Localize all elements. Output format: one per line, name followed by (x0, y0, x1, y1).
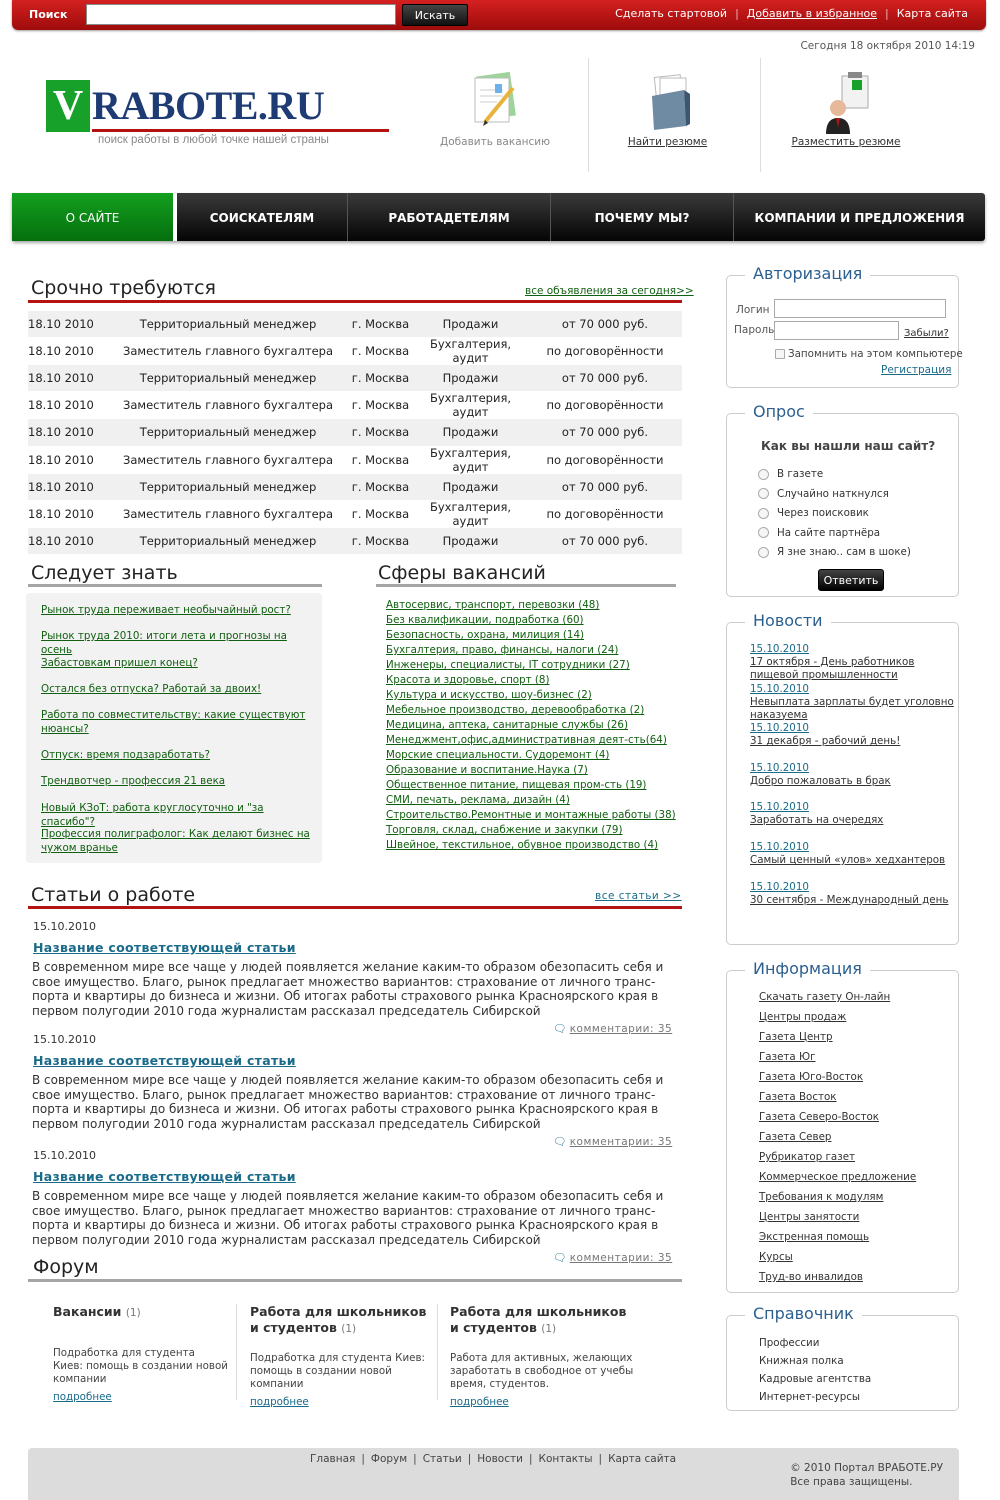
poll-box (726, 402, 959, 597)
footer-link[interactable]: Форум (370, 1453, 408, 1465)
job-date: 18.10 2010 (28, 311, 108, 337)
job-sector: Бухгалтерия, аудит (429, 499, 512, 528)
sphere-link[interactable]: Культура и искусство, шоу-бизнес (2) (386, 689, 592, 701)
job-salary: от 70 000 руб. (528, 528, 682, 554)
header-divider (588, 58, 589, 172)
job-salary: по договорённости (546, 506, 664, 521)
know-link[interactable]: Рынок труда переживает необычайный рост? (41, 604, 291, 616)
know-link[interactable]: Остался без отпуска? Работай за двоих! (41, 683, 262, 695)
sphere-link[interactable]: Медицина, аптека, санитарные службы (26) (386, 719, 628, 731)
job-row[interactable] (28, 446, 682, 474)
know-link[interactable]: Работа по совместительству: какие существуют нюансы? (41, 709, 306, 735)
article-comments[interactable]: 🗨 комментарии: 35 (553, 1252, 673, 1264)
info-link[interactable]: Газета Восток (759, 1091, 837, 1103)
know-link[interactable]: Рынок труда 2010: итоги лета и прогнозы на осень (41, 630, 287, 656)
forum-more-link[interactable]: подробнее (53, 1391, 112, 1403)
forum-more-link[interactable]: подробнее (250, 1396, 309, 1408)
article-title[interactable]: Название соответствующей статьи (33, 1169, 296, 1184)
job-salary: по договорённости (546, 398, 664, 413)
info-link[interactable]: Рубрикатор газет (759, 1151, 856, 1163)
info-link[interactable]: Центры продаж (759, 1011, 847, 1023)
forum-column-title[interactable]: Вакансии (1) (53, 1304, 141, 1319)
urgent-table (28, 311, 682, 554)
know-box (26, 593, 322, 863)
logo[interactable] (46, 80, 366, 150)
sphere-link[interactable]: Менеджмент,офис,административная деят-сть(64) (386, 734, 667, 746)
forum-column (250, 1304, 430, 1408)
remember-row[interactable]: Запомнить на этом компьютере (775, 348, 963, 360)
poll-radio[interactable] (758, 547, 769, 558)
poll-option[interactable] (758, 507, 869, 519)
article-date: 15.10.2010 (33, 920, 96, 933)
sphere-link[interactable]: Общественное питание, пищевая пром-сть (19) (386, 779, 647, 791)
poll-title: Опрос (745, 402, 813, 421)
poll-option-label: На сайте партнёра (777, 526, 881, 539)
news-date[interactable]: 15.10.2010 (750, 801, 809, 814)
register-link[interactable]: Регистрация (881, 364, 952, 376)
poll-radio[interactable] (758, 488, 769, 499)
job-title[interactable]: Территориальный менеджер (108, 419, 348, 445)
job-city: г. Москва (348, 311, 413, 337)
news-headline[interactable]: 30 сентября - Международный день (750, 893, 949, 906)
remember-checkbox[interactable] (775, 349, 785, 359)
job-salary: по договорённости (546, 344, 664, 359)
info-link[interactable]: Экстренная помощь (759, 1231, 870, 1243)
job-salary: от 70 000 руб. (528, 474, 682, 500)
info-link[interactable]: Газета Юго-Восток (759, 1071, 864, 1083)
know-link[interactable]: Профессия полиграфолог: Как делают бизнес на чужом вранье (41, 828, 310, 854)
job-sector: Продажи (413, 528, 528, 554)
job-sector: Бухгалтерия, аудит (429, 445, 512, 474)
find-resume-action[interactable] (615, 60, 720, 148)
poll-radio[interactable] (758, 469, 769, 480)
info-link[interactable]: Газета Северо-Восток (759, 1111, 880, 1123)
sphere-link[interactable]: Автосервис, транспорт, перевозки (48) (386, 599, 600, 611)
job-date: 18.10 2010 (28, 528, 108, 554)
footer-link[interactable]: Новости (477, 1453, 523, 1465)
sphere-link[interactable]: Безопасность, охрана, милиция (14) (386, 629, 585, 641)
know-link[interactable]: Забастовкам пришел конец? (41, 657, 198, 669)
footer-link[interactable]: Контакты (538, 1453, 593, 1465)
find-resume-label[interactable]: Найти резюме (627, 136, 708, 148)
info-link[interactable]: Скачать газету Он-лайн (759, 991, 891, 1003)
job-city: г. Москва (348, 419, 413, 445)
poll-question: Как вы нашли наш сайт? (761, 439, 936, 453)
footer-links: Главная | Форум | Статьи | Новости | Контакты | Карта сайта (310, 1453, 677, 1465)
job-date: 18.10 2010 (28, 452, 94, 467)
copyright: © 2010 Портал ВРАБОТЕ.РУ Все права защищены. (790, 1462, 943, 1488)
search-input[interactable] (86, 4, 396, 25)
forum-column-text: Подработка для студента Киев: помощь в создании новой компании (53, 1347, 228, 1385)
reference-link[interactable]: Профессии (759, 1337, 820, 1349)
current-date: Сегодня 18 октября 2010 14:19 (800, 40, 975, 52)
job-date: 18.10 2010 (28, 365, 108, 391)
info-link[interactable]: Труд-во инвалидов (759, 1271, 863, 1283)
all-articles-link[interactable]: все статьи >> (595, 890, 682, 902)
comment-icon: 🗨 (553, 1136, 567, 1148)
make-homepage-link[interactable]: Сделать стартовой (615, 7, 728, 20)
sphere-link[interactable]: Красота и здоровье, спорт (8) (386, 674, 550, 686)
job-row[interactable] (28, 337, 682, 365)
logo-text: RABOTE.RU (92, 83, 325, 128)
footer-link[interactable]: Статьи (422, 1453, 462, 1465)
forgot-link[interactable]: Забыли? (904, 328, 949, 339)
nav-employers[interactable]: РАБОТАДЕТЕЛЯМ (388, 211, 510, 225)
job-salary: от 70 000 руб. (528, 365, 682, 391)
know-link[interactable]: Трендвотчер - профессия 21 века (41, 775, 226, 787)
sphere-link[interactable]: Торговля, склад, снабжение и закупки (79) (386, 824, 623, 836)
job-city: г. Москва (351, 452, 410, 467)
forum-column (450, 1304, 635, 1408)
poll-option[interactable] (758, 488, 889, 500)
news-title: Новости (745, 611, 831, 630)
logo-tagline: поиск работы в любой точке нашей страны (98, 134, 329, 146)
job-date: 18.10 2010 (28, 506, 94, 521)
document-pencil-icon (465, 60, 525, 136)
news-headline[interactable]: Добро пожаловать в брак (750, 774, 891, 787)
job-title[interactable]: Территориальный менеджер (108, 528, 348, 554)
job-sector: Бухгалтерия, аудит (429, 391, 512, 420)
job-row[interactable] (28, 391, 682, 419)
poll-option[interactable] (758, 527, 880, 539)
comment-icon: 🗨 (553, 1252, 567, 1264)
add-favorites-link[interactable]: Добавить в избранное (746, 7, 878, 20)
job-city: г. Москва (351, 344, 410, 359)
auth-box (726, 264, 963, 388)
auth-title: Авторизация (745, 264, 870, 283)
job-salary: от 70 000 руб. (528, 419, 682, 445)
news-headline[interactable]: Заработать на очередях (750, 814, 884, 827)
article-comments[interactable]: 🗨 комментарии: 35 (553, 1136, 673, 1148)
sitemap-link[interactable]: Карта сайта (896, 7, 968, 20)
job-city: г. Москва (351, 398, 410, 413)
job-date: 18.10 2010 (28, 344, 94, 359)
job-city: г. Москва (351, 506, 410, 521)
add-vacancy-action[interactable] (440, 60, 550, 148)
poll-submit-button[interactable]: Ответить (818, 569, 884, 591)
job-row[interactable] (28, 311, 682, 337)
article-text: В современном мире все чаще у людей появляется желание каким-то образом обезопасить себя и свое имущество. Благо, рынок предлагает множество вариантов: страхование от личного транс-порта и квартиры до бизнеса и жизни. Об итогах работы страхового рынка Красноярского края в первом полугодии 2010 года журналистам рассказал председатель Сибирской (32, 1073, 664, 1131)
news-headline[interactable]: 31 декабря - рабочий день! (750, 735, 901, 748)
post-resume-action[interactable] (790, 60, 902, 148)
job-sector: Продажи (413, 474, 528, 500)
reference-box (726, 1304, 959, 1411)
job-city: г. Москва (348, 528, 413, 554)
article-comments[interactable]: 🗨 комментарии: 35 (553, 1023, 673, 1035)
comment-icon: 🗨 (553, 1023, 567, 1035)
urgent-underline (28, 300, 682, 303)
main-nav (12, 193, 985, 241)
forum-column-title[interactable]: Работа для школьников и студентов (1) (450, 1304, 627, 1335)
news-item[interactable] (750, 722, 958, 748)
news-item[interactable] (750, 841, 958, 867)
news-date[interactable]: 15.10.2010 (750, 880, 809, 893)
article-text: В современном мире все чаще у людей появляется желание каким-то образом обезопасить себя и свое имущество. Благо, рынок предлагает множество вариантов: страхование от личного транс-порта и квартиры до бизнеса и жизни. Об итогах работы страхового рынка Красноярского края в первом полугодии 2010 года журналистам рассказал председатель Сибирской (32, 1189, 664, 1247)
nav-job-seekers[interactable]: СОИСКАТЕЛЯМ (209, 211, 315, 225)
add-vacancy-label: Добавить вакансию (440, 136, 550, 148)
forum-title: Форум (33, 1256, 99, 1278)
info-link[interactable]: Газета Юг (759, 1051, 816, 1063)
news-date[interactable]: 15.10.2010 (750, 722, 809, 735)
sphere-link[interactable]: Бухгалтерия, право, финансы, налоги (24) (386, 644, 619, 656)
job-title[interactable]: Заместитель главного бухгалтера (123, 452, 333, 467)
reference-title: Справочник (745, 1304, 862, 1323)
job-sector: Продажи (413, 419, 528, 445)
job-row[interactable] (28, 365, 682, 391)
sphere-link[interactable]: Инженеры, специалисты, IT сотрудники (27) (386, 659, 630, 671)
news-item[interactable] (750, 801, 958, 827)
job-salary: от 70 000 руб. (528, 311, 682, 337)
job-date: 18.10 2010 (28, 419, 108, 445)
news-headline[interactable]: Самый ценный «улов» хедхантеров (750, 854, 946, 866)
spheres-title: Сферы вакансий (378, 562, 546, 584)
info-box (726, 959, 959, 1293)
password-label: Пароль (734, 324, 775, 336)
job-title[interactable]: Заместитель главного бухгалтера (123, 344, 333, 359)
forum-column-text: Подработка для студента Киев: помощь в создании новой компании (250, 1352, 426, 1390)
reference-link[interactable]: Кадровые агентства (759, 1373, 872, 1385)
news-item[interactable] (750, 683, 958, 722)
articles-underline (28, 906, 682, 909)
news-item[interactable] (750, 881, 958, 907)
poll-option-label: В газете (777, 468, 824, 480)
reference-link[interactable]: Интернет-ресурсы (759, 1391, 861, 1403)
forum-divider (236, 1304, 237, 1400)
news-date[interactable]: 15.10.2010 (750, 643, 809, 655)
sphere-link[interactable]: Строительство.Ремонтные и монтажные работы (38) (386, 809, 676, 821)
know-link[interactable]: Новый КЗоТ: работа круглосуточно и "за спасибо"? (41, 802, 264, 828)
article-title[interactable]: Название соответствующей статьи (33, 1053, 296, 1068)
poll-option-label: Случайно наткнулся (777, 487, 889, 500)
job-title[interactable]: Территориальный менеджер (108, 474, 348, 500)
article-text: В современном мире все чаще у людей появляется желание каким-то образом обезопасить себя и свое имущество. Благо, рынок предлагает множество вариантов: страхование от личного транс-порта и квартиры до бизнеса и жизни. Об итогах работы страхового рынка Красноярского края в первом полугодии 2010 года журналистам рассказал председатель Сибирской (32, 960, 664, 1018)
info-link[interactable]: Требования к модулям (759, 1191, 884, 1203)
job-city: г. Москва (348, 365, 413, 391)
job-date: 18.10 2010 (28, 474, 108, 500)
footer (28, 1448, 959, 1500)
sphere-link[interactable]: Морские специальности. Судоремонт (4) (386, 749, 610, 761)
job-title[interactable]: Заместитель главного бухгалтера (123, 506, 333, 521)
nav-about[interactable]: О САЙТЕ (12, 193, 177, 241)
reference-list (759, 1334, 871, 1406)
search-button[interactable]: Искать (402, 4, 468, 26)
forum-column-text: Работа для активных, желающих заработать в свободное от учебы время, студентов. (450, 1352, 634, 1390)
nav-why-us[interactable]: ПОЧЕМУ МЫ? (594, 211, 690, 225)
article-date: 15.10.2010 (33, 1149, 96, 1162)
sphere-link[interactable]: Образование и воспитание.Наука (7) (386, 764, 588, 776)
forum-more-link[interactable]: подробнее (450, 1396, 509, 1408)
poll-option-label: Через поисковик (777, 507, 869, 519)
top-bar (12, 0, 986, 30)
search-label: Поиск (29, 8, 68, 21)
info-link[interactable]: Газета Север (759, 1131, 832, 1143)
sphere-link[interactable]: Мебельное производство, деревообработка (2) (386, 704, 645, 716)
login-label: Логин (736, 304, 770, 316)
poll-option[interactable] (758, 468, 823, 480)
poll-radio[interactable] (758, 508, 769, 519)
info-link[interactable]: Центры занятости (759, 1211, 860, 1223)
reference-link[interactable]: Книжная полка (759, 1355, 844, 1367)
news-headline[interactable]: Невыплата зарплаты будет уголовно наказуема (750, 695, 954, 721)
job-row[interactable] (28, 474, 682, 500)
forum-column-title[interactable]: Работа для школьников и студентов (1) (250, 1304, 427, 1335)
articles-title: Статьи о работе (31, 884, 196, 906)
news-date[interactable]: 15.10.2010 (750, 761, 809, 774)
poll-radio[interactable] (758, 527, 769, 538)
know-title: Следует знать (31, 562, 178, 584)
info-link[interactable]: Коммерческое предложение (759, 1171, 917, 1183)
news-date[interactable]: 15.10.2010 (750, 682, 809, 695)
all-ads-link[interactable]: все объявления за сегодня>> (525, 285, 694, 297)
password-input[interactable] (774, 321, 899, 340)
forum-column (53, 1304, 228, 1403)
forum-underline (28, 1279, 682, 1282)
news-box (726, 611, 959, 945)
poll-option[interactable] (758, 546, 911, 558)
job-date: 18.10 2010 (28, 398, 94, 413)
info-link[interactable]: Курсы (759, 1251, 793, 1263)
news-date[interactable]: 15.10.2010 (750, 841, 809, 853)
news-headline[interactable]: 17 октября - День работников пищевой промышленности (750, 656, 915, 681)
sphere-link[interactable]: СМИ, печать, реклама, дизайн (4) (386, 794, 570, 806)
document-tray-icon (638, 60, 698, 136)
header-divider (760, 58, 761, 172)
footer-link[interactable]: Карта сайта (608, 1453, 677, 1465)
footer-link[interactable]: Главная (310, 1453, 356, 1465)
info-title: Информация (745, 959, 870, 978)
forum-divider (437, 1304, 438, 1400)
job-row[interactable] (28, 528, 682, 554)
job-sector: Бухгалтерия, аудит (429, 337, 512, 366)
news-item[interactable] (750, 762, 958, 788)
job-title[interactable]: Заместитель главного бухгалтера (123, 398, 333, 413)
sphere-link[interactable]: Швейное, текстильное, обувное производство (4) (386, 839, 659, 851)
job-sector: Продажи (413, 365, 528, 391)
job-sector: Продажи (413, 311, 528, 337)
news-item[interactable] (750, 643, 958, 682)
logo-underline (92, 129, 389, 132)
job-row[interactable] (28, 500, 682, 528)
know-underline (28, 584, 322, 587)
post-resume-label[interactable]: Разместить резюме (791, 136, 901, 148)
job-row[interactable] (28, 419, 682, 445)
top-links: Сделать стартовой | Добавить в избранное | Карта сайта (615, 7, 968, 20)
job-city: г. Москва (348, 474, 413, 500)
login-input[interactable] (774, 299, 946, 318)
job-title[interactable]: Территориальный менеджер (108, 311, 348, 337)
spheres-underline (376, 584, 676, 587)
nav-companies[interactable]: КОМПАНИИ И ПРЕДЛОЖЕНИЯ (754, 211, 965, 225)
logo-v: V (46, 80, 90, 132)
know-link[interactable]: Отпуск: время подзаработать? (41, 749, 210, 761)
job-salary: по договорённости (546, 452, 664, 467)
urgent-title: Срочно требуются (31, 277, 216, 299)
poll-option-label: Я зне знаю.. сам в шоке) (777, 546, 911, 558)
sphere-link[interactable]: Без квалификации, подработка (60) (386, 614, 584, 626)
job-title[interactable]: Территориальный менеджер (108, 365, 348, 391)
info-link[interactable]: Газета Центр (759, 1031, 833, 1043)
article-date: 15.10.2010 (33, 1033, 96, 1046)
article-title[interactable]: Название соответствующей статьи (33, 940, 296, 955)
man-document-icon (816, 60, 876, 136)
